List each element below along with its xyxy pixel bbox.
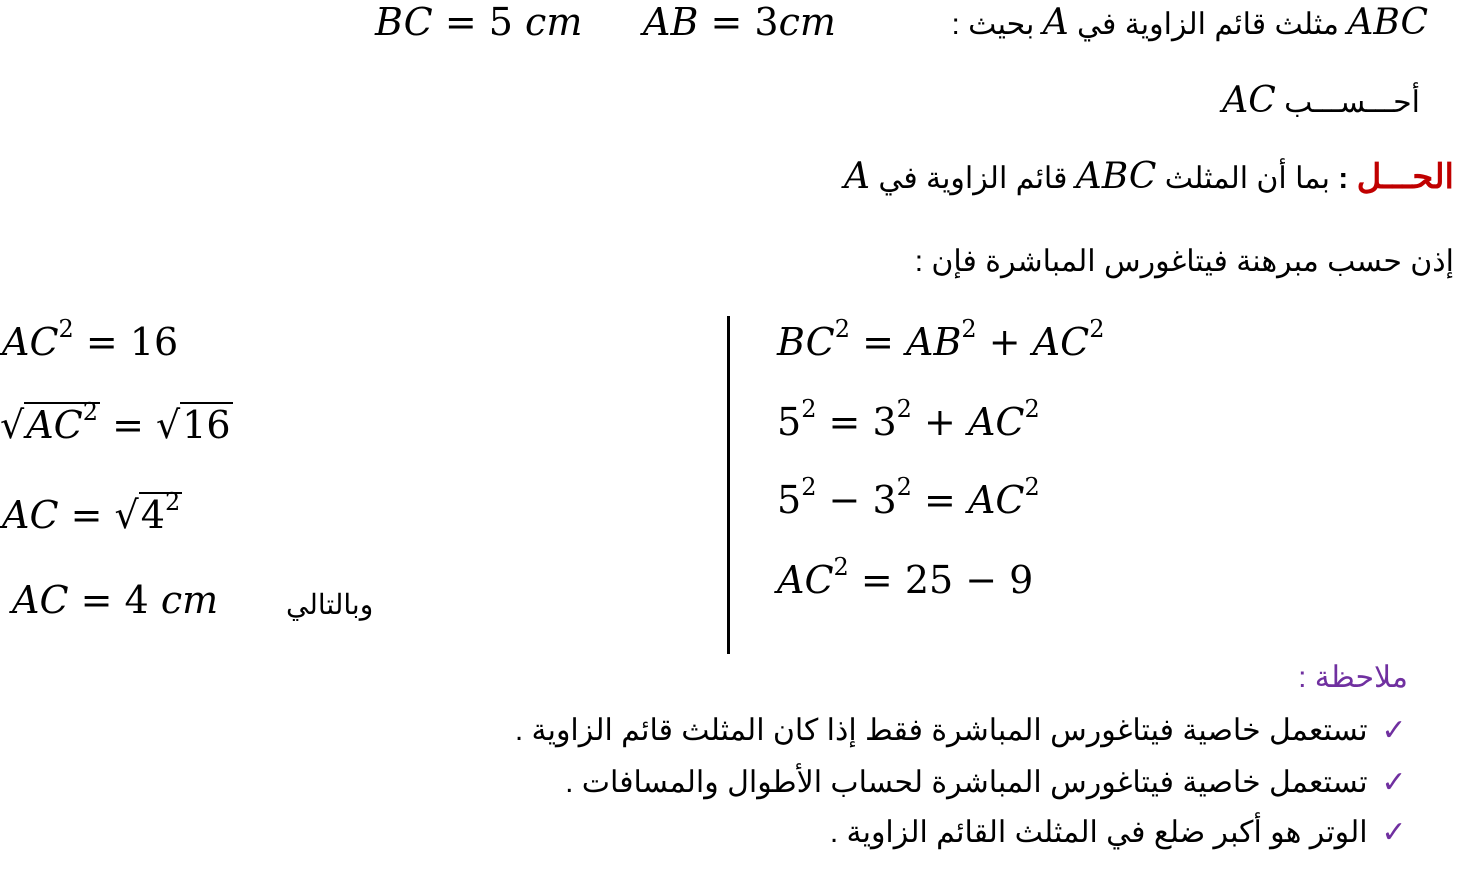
check-icon: ✓ [1381,816,1407,849]
column-divider [727,316,730,654]
solution-line-1: الحـــل : بما أن المثلث ABC قائم الزاوية في A [843,156,1454,197]
triangle-name: ABC [1347,2,1428,43]
solution-heading: الحـــل [1356,158,1454,196]
solution-line-2: إذن حسب مبرهنة فيتاغورس المباشرة فإن : [914,245,1454,278]
vertex-name: A [1042,2,1069,43]
right-step-3: $5^2 - 3^2 = AC^2$ [777,473,1040,522]
check-icon: ✓ [1381,766,1407,799]
statement-prefix: مثلث قائم الزاوية في [1077,8,1339,41]
right-step-4: $AC^2 = 25 - 9$ [777,553,1034,602]
note-item-1: ✓ تستعمل خاصية فيتاغورس المباشرة فقط إذا كان المثلث قائم الزاوية . [515,713,1412,748]
note-item-2: ✓ تستعمل خاصية فيتاغورس المباشرة لحساب الأطوال والمسافات . [565,765,1412,800]
task-line [1222,80,1420,121]
note-item-3: ✓ الوتر هو أكبر ضلع في المثلث القائم الزاوية . [830,815,1412,850]
given-ab: AB = 3cm [643,0,836,44]
right-step-2: $5^2 = 3^2 + AC^2$ [777,395,1040,444]
left-step-1: $AC^2 = 16$ [2,315,179,364]
task-target: AC [1222,80,1276,121]
problem-statement [951,2,1428,43]
therefore-label: وبالتالي [286,589,374,620]
note-title: ملاحظة : [1298,661,1408,694]
left-step-3: AC = $√4^2$ [2,488,181,537]
left-step-2: $√AC^2 = √16$ [0,398,231,447]
task-word: أحـــســـب [1284,86,1420,119]
left-step-4: AC = 4 cm [12,578,219,622]
right-step-1: $BC^2 = AB^2 + AC^2$ [777,315,1105,364]
check-icon: ✓ [1381,714,1407,747]
solution-colon: : [1338,162,1349,195]
given-bc: BC = 5 cm [375,0,583,44]
statement-mid: بحيث : [951,8,1035,41]
